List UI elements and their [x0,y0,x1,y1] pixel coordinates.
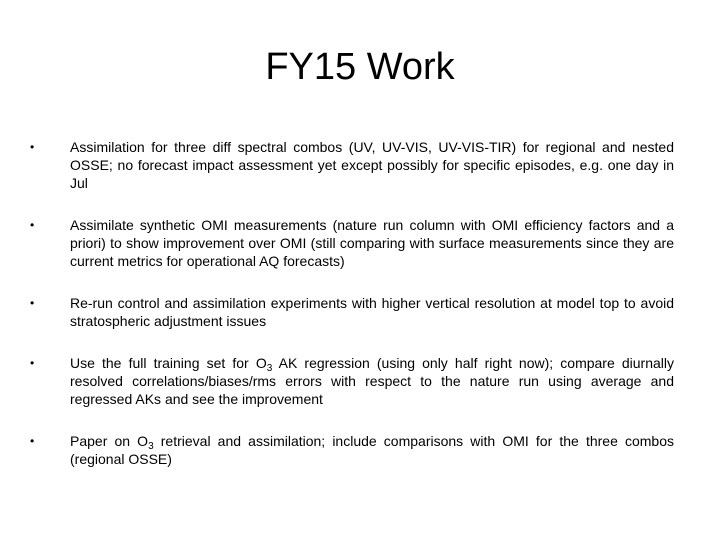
bullet-text [70,432,674,468]
bullet-list [30,138,674,468]
bullet-item-5 [30,432,674,468]
bullet-text [70,138,674,192]
bullet-text-part: AK regression (using only half right now); compare diurnally resolved correlations/biases/rms errors with respect to the nature run using average and regressed AKs and see the improvement [70,355,674,407]
bullet-text-part: Assimilation for three diff spectral combos (UV, UV-VIS, UV-VIS-TIR) for regional and nested OSSE; no forecast impact assessment yet except possibly for specific episodes, e.g. one day in Jul [70,139,674,191]
bullet-marker: • [30,434,35,448]
bullet-text [70,216,674,270]
bullet-marker: • [30,296,35,310]
bullet-marker: • [30,140,35,154]
bullet-text-part: retrieval and assimilation; include comparisons with OMI for the three combos (regional OSSE) [70,433,674,467]
bullet-text [70,294,674,330]
bullet-item-3 [30,294,674,330]
bullet-item-1 [30,138,674,192]
bullet-text-part: Assimilate synthetic OMI measurements (nature run column with OMI efficiency factors and a priori) to show improvement over OMI (still comparing with surface measurements since they are current metrics for operational AQ forecasts) [70,217,674,269]
bullet-marker: • [30,356,35,370]
bullet-item-4 [30,354,674,408]
slide-title: FY15 Work [265,46,455,88]
subscript-three: 3 [148,441,154,452]
bullet-text-part: Paper on O [70,433,149,449]
bullet-text [70,354,674,408]
subscript-three: 3 [266,363,273,374]
bullet-text-part: Use the full training set for O [70,355,267,371]
bullet-text-part: Re-run control and assimilation experiments with higher vertical resolution at model top to avoid stratospheric adjustment issues [70,295,674,329]
bullet-item-2 [30,216,674,270]
bullet-marker: • [30,218,35,232]
